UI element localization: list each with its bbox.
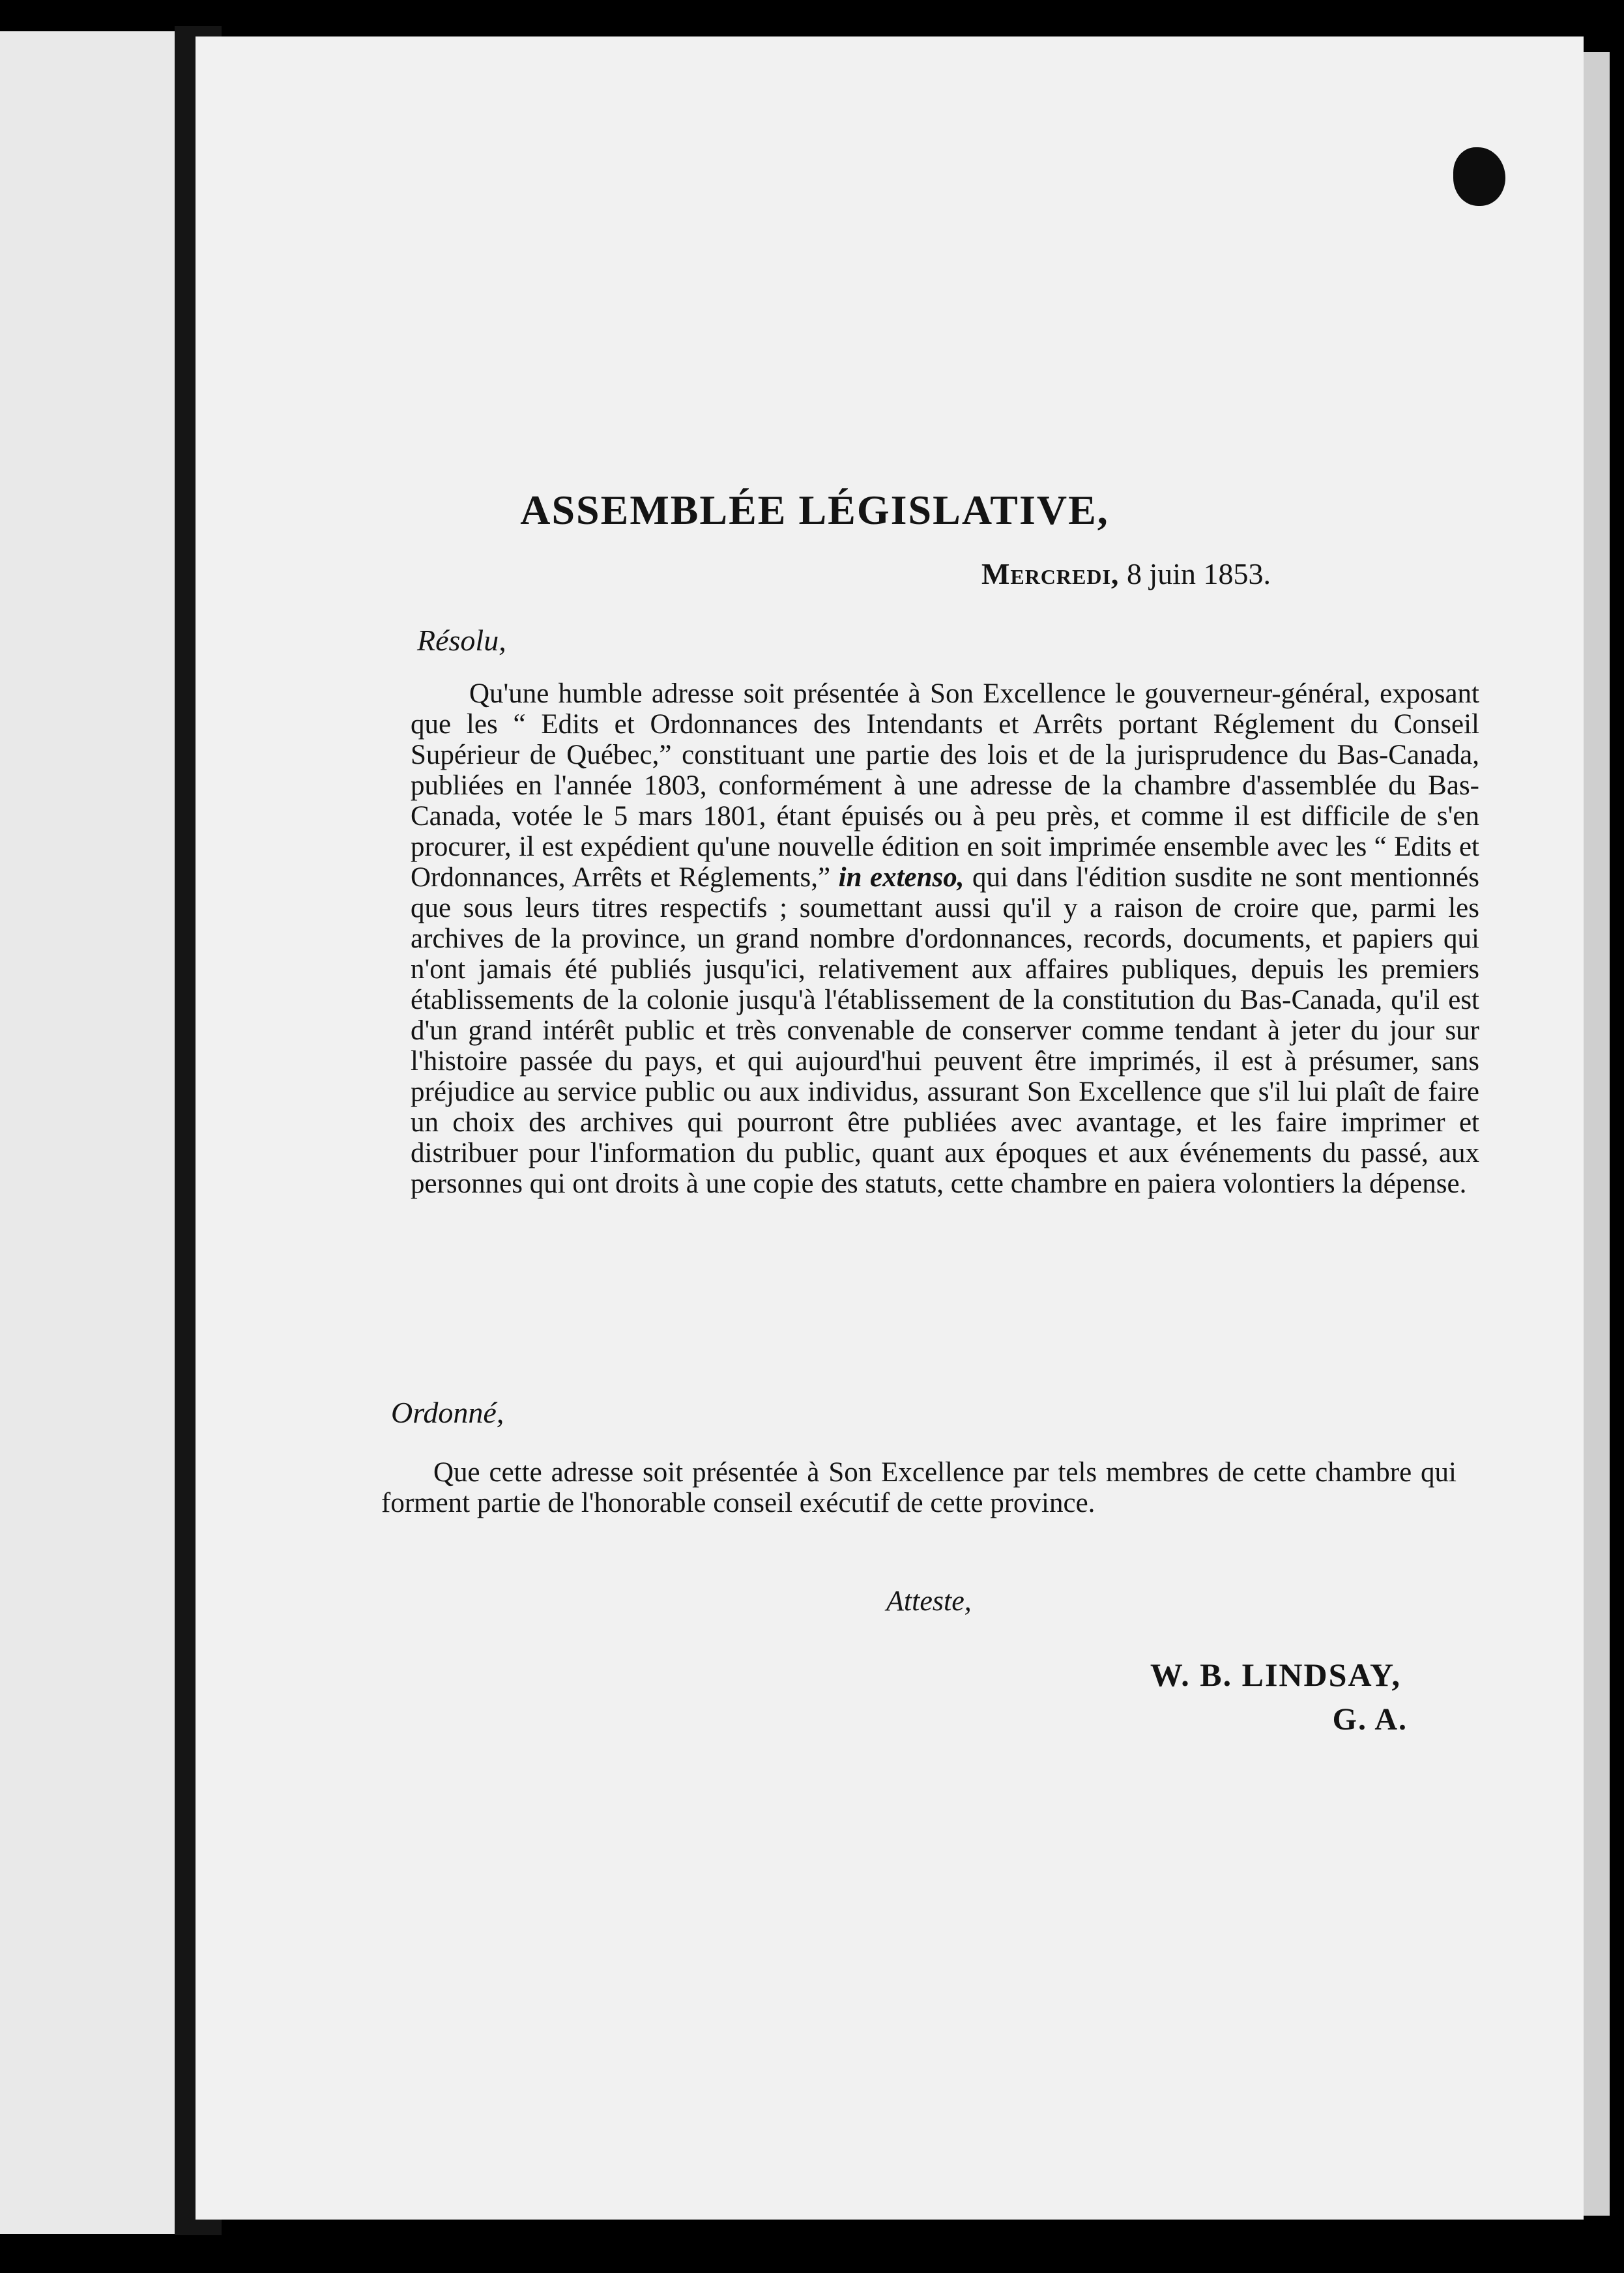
resolu-label: Résolu,: [417, 624, 506, 657]
document-page: [196, 36, 1584, 2220]
date-weekday: Mercredi,: [981, 557, 1120, 590]
resolution-text-part1: Qu'une humble adresse soit présentée à Son Excellence le gouverneur-général, exposant que les “ Edits et Ordonnances des Intendants et Arrêts portant Réglement du Conseil Supérieur de Québec,” constituant une partie des lois et de la jurisprudence du Bas-Canada, publiées en l'année 1803, conformément à une adresse de la chambre d'assemblée du Bas-Canada, votée le 5 mars 1801, étant épuisés ou à peu près, et comme il est difficile de s'en procurer, il est expédient qu'une nouvelle édition en soit imprimée ensemble avec les “ Edits et Ordonnances, Arrêts et Réglements,”: [411, 678, 1479, 893]
signature-title: G. A.: [1332, 1702, 1408, 1737]
signature-name: W. B. LINDSAY,: [1150, 1657, 1401, 1693]
document-date: [847, 557, 1271, 591]
resolution-paragraph: [411, 678, 1479, 1199]
resolution-italic-phrase: in extenso,: [838, 862, 964, 893]
ordonne-label: Ordonné,: [391, 1396, 504, 1429]
date-value: 8 juin 1853.: [1119, 557, 1271, 590]
order-paragraph: Que cette adresse soit présentée à Son Excellence par tels membres de cette chambre qui forment partie de l'honorable conseil exécutif de cette province.: [381, 1457, 1457, 1518]
resolution-text-part2: qui dans l'édition susdite ne sont mentionnés que sous leurs titres respectifs ; soumettant aussi qu'il y a raison de croire que, parmi les archives de la province, un grand nombre d'ordonnances, records, documents, et papiers qui n'ont jamais été publiés jusqu'ici, relativement aux affaires publiques, depuis les premiers établissements de la colonie jusqu'à l'établissement de la constitution du Bas-Canada, qu'il est d'un grand intérêt public et très convenable de conserver comme tendant à jeter du jour sur l'histoire passée du pays, et qui aujourd'hui peuvent être imprimés, il est à présumer, sans préjudice au service public ou aux individus, assurant Son Excellence que s'il lui plaît de faire un choix des archives qui pourront être publiées avec avantage, et les faire imprimer et distribuer pour l'information du public, quant aux époques et aux événements du passé, aux personnes qui ont droits à une copie des statuts, cette chambre en paiera volontiers la dépense.: [411, 862, 1479, 1199]
attestation-label: Atteste,: [886, 1585, 972, 1617]
facing-page-edge: [0, 31, 196, 2234]
document-heading: ASSEMBLÉE LÉGISLATIVE,: [520, 487, 1109, 533]
ink-blot-mark: [1453, 147, 1505, 206]
